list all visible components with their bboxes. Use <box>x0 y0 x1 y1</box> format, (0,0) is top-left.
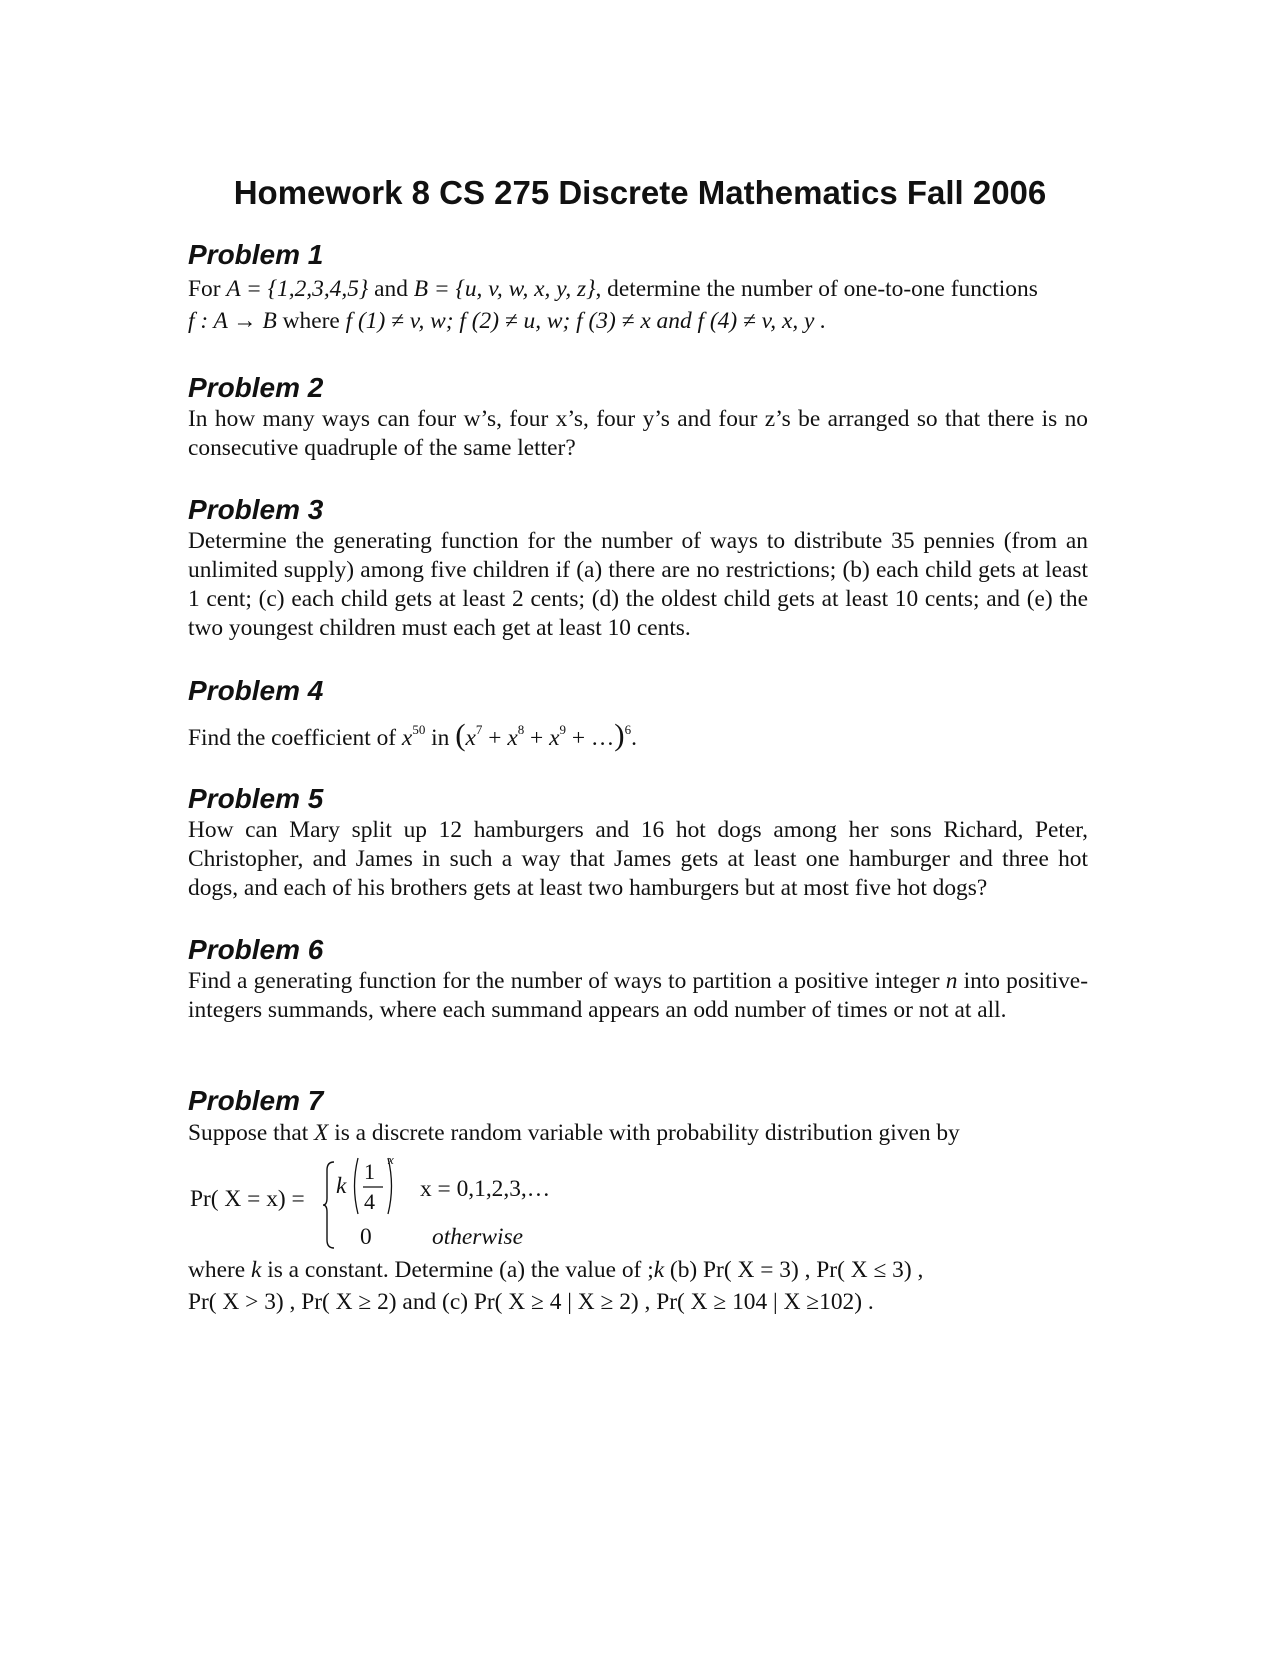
left-brace-icon <box>322 1160 336 1250</box>
text-span: Find a generating function for the number of ways to partition a positive integer <box>188 968 946 994</box>
problem-heading: Problem 6 <box>188 934 324 965</box>
problem-heading: Problem 7 <box>188 1085 324 1116</box>
problem-heading: Problem 2 <box>188 372 324 403</box>
problem-text <box>188 967 1088 1025</box>
exponent: 50 <box>412 722 426 737</box>
problem-text: In how many ways can four w’s, four x’s, four y’s and four z’s be arranged so that there is no consecutive quadruple of the same letter? <box>188 406 1088 461</box>
problem-text <box>188 306 1088 336</box>
text-span: , determine the number of one-to-one functions <box>595 276 1038 302</box>
formula-condition: x = 0,1,2,3,… <box>420 1176 551 1202</box>
problem-text <box>188 272 1088 306</box>
problem-text: How can Mary split up 12 hamburgers and 16 hot dogs among her sons Richard, Peter, Christopher, and James in such a way that James gets at least one hamburger and three hot dogs, and each of his brothers gets at least two hamburgers but at most five hot dogs? <box>188 817 1088 901</box>
operator: + <box>482 725 508 751</box>
text-span: is a constant. Determine (a) the value of ; <box>261 1257 654 1283</box>
problem-text <box>188 1254 1088 1286</box>
problem-text <box>188 1286 1088 1318</box>
math-var: x <box>549 725 560 751</box>
exponent: 9 <box>559 722 566 737</box>
formula-zero: 0 <box>360 1224 372 1250</box>
problem-1 <box>188 238 1088 336</box>
page-title: Homework 8 CS 275 Discrete Mathematics Fall 2006 <box>233 174 1047 211</box>
text-span: where <box>188 1257 251 1283</box>
problem-heading: Problem 5 <box>188 783 324 814</box>
math-var: x <box>507 725 518 751</box>
problem-7 <box>188 1084 1088 1318</box>
exponent: x <box>388 1152 394 1167</box>
text-span: . <box>631 725 637 751</box>
probability-queries: Pr( X > 3) , Pr( X ≥ 2) and (c) Pr( X ≥ 4 | X ≥ 2) , Pr( X ≥ 104 | X ≥102) . <box>188 1289 874 1315</box>
problem-2 <box>188 371 1088 463</box>
fraction-denominator: 4 <box>364 1189 375 1214</box>
math-var: n <box>945 968 958 994</box>
problem-heading: Problem 4 <box>188 675 324 706</box>
text-span: Suppose that <box>188 1120 315 1146</box>
text-span: and <box>368 276 414 302</box>
text-span: where <box>276 308 346 334</box>
text-span: into positive-integers summands, where each summand appears an odd number of times or not at all. <box>188 968 1088 1023</box>
problem-text <box>188 708 1088 760</box>
math-var: x <box>401 725 413 751</box>
set-b: B = {u, v, w, x, y, z} <box>413 276 596 302</box>
exponent: 8 <box>517 722 525 737</box>
paren-open: ( <box>455 717 466 752</box>
operator: + <box>524 725 550 751</box>
function-signature: f : A → B <box>188 308 277 334</box>
text-span: Find the coefficient of <box>188 725 402 751</box>
text-span: For <box>188 276 227 302</box>
formula-lhs: Pr( X = x) = <box>190 1186 305 1212</box>
math-var: X <box>314 1120 329 1146</box>
paren-close: ) <box>614 717 625 752</box>
problem-6 <box>188 933 1088 1025</box>
exponent: 7 <box>475 722 483 737</box>
problem-text: Determine the generating function for the number of ways to distribute 35 pennies (from an unlimited supply) among five children if (a) there are no restrictions; (b) each child gets at least 1 cent; (c) each child gets at least 2 cents; (d) the oldest child gets at least 10 cents; and (e) the two youngest children must each get at least 10 cents. <box>188 528 1088 641</box>
problem-heading: Problem 3 <box>188 494 324 525</box>
text-span: (b) Pr( X = 3) , Pr( X ≤ 3) , <box>664 1257 924 1283</box>
operator: + … <box>565 725 615 751</box>
text-span: is a discrete random variable with probability distribution given by <box>328 1120 960 1146</box>
problem-4 <box>188 674 1088 760</box>
problem-text <box>188 1118 1088 1148</box>
problem-5 <box>188 782 1088 903</box>
probability-formula <box>188 1154 1088 1254</box>
function-constraints: f (1) ≠ v, w; f (2) ≠ u, w; f (3) ≠ x and f (4) ≠ v, x, y . <box>345 308 827 334</box>
text-span: in <box>425 725 456 751</box>
exponent: 6 <box>624 722 632 737</box>
set-a: A = {1,2,3,4,5} <box>226 276 369 302</box>
formula-constant: k <box>336 1173 347 1199</box>
fraction-numerator: 1 <box>364 1159 375 1184</box>
formula-otherwise: otherwise <box>432 1224 523 1250</box>
problem-heading: Problem 1 <box>188 239 324 270</box>
math-var: k <box>251 1257 262 1283</box>
math-var: x <box>465 725 476 751</box>
math-var: k <box>653 1257 665 1283</box>
problem-3 <box>188 493 1088 643</box>
